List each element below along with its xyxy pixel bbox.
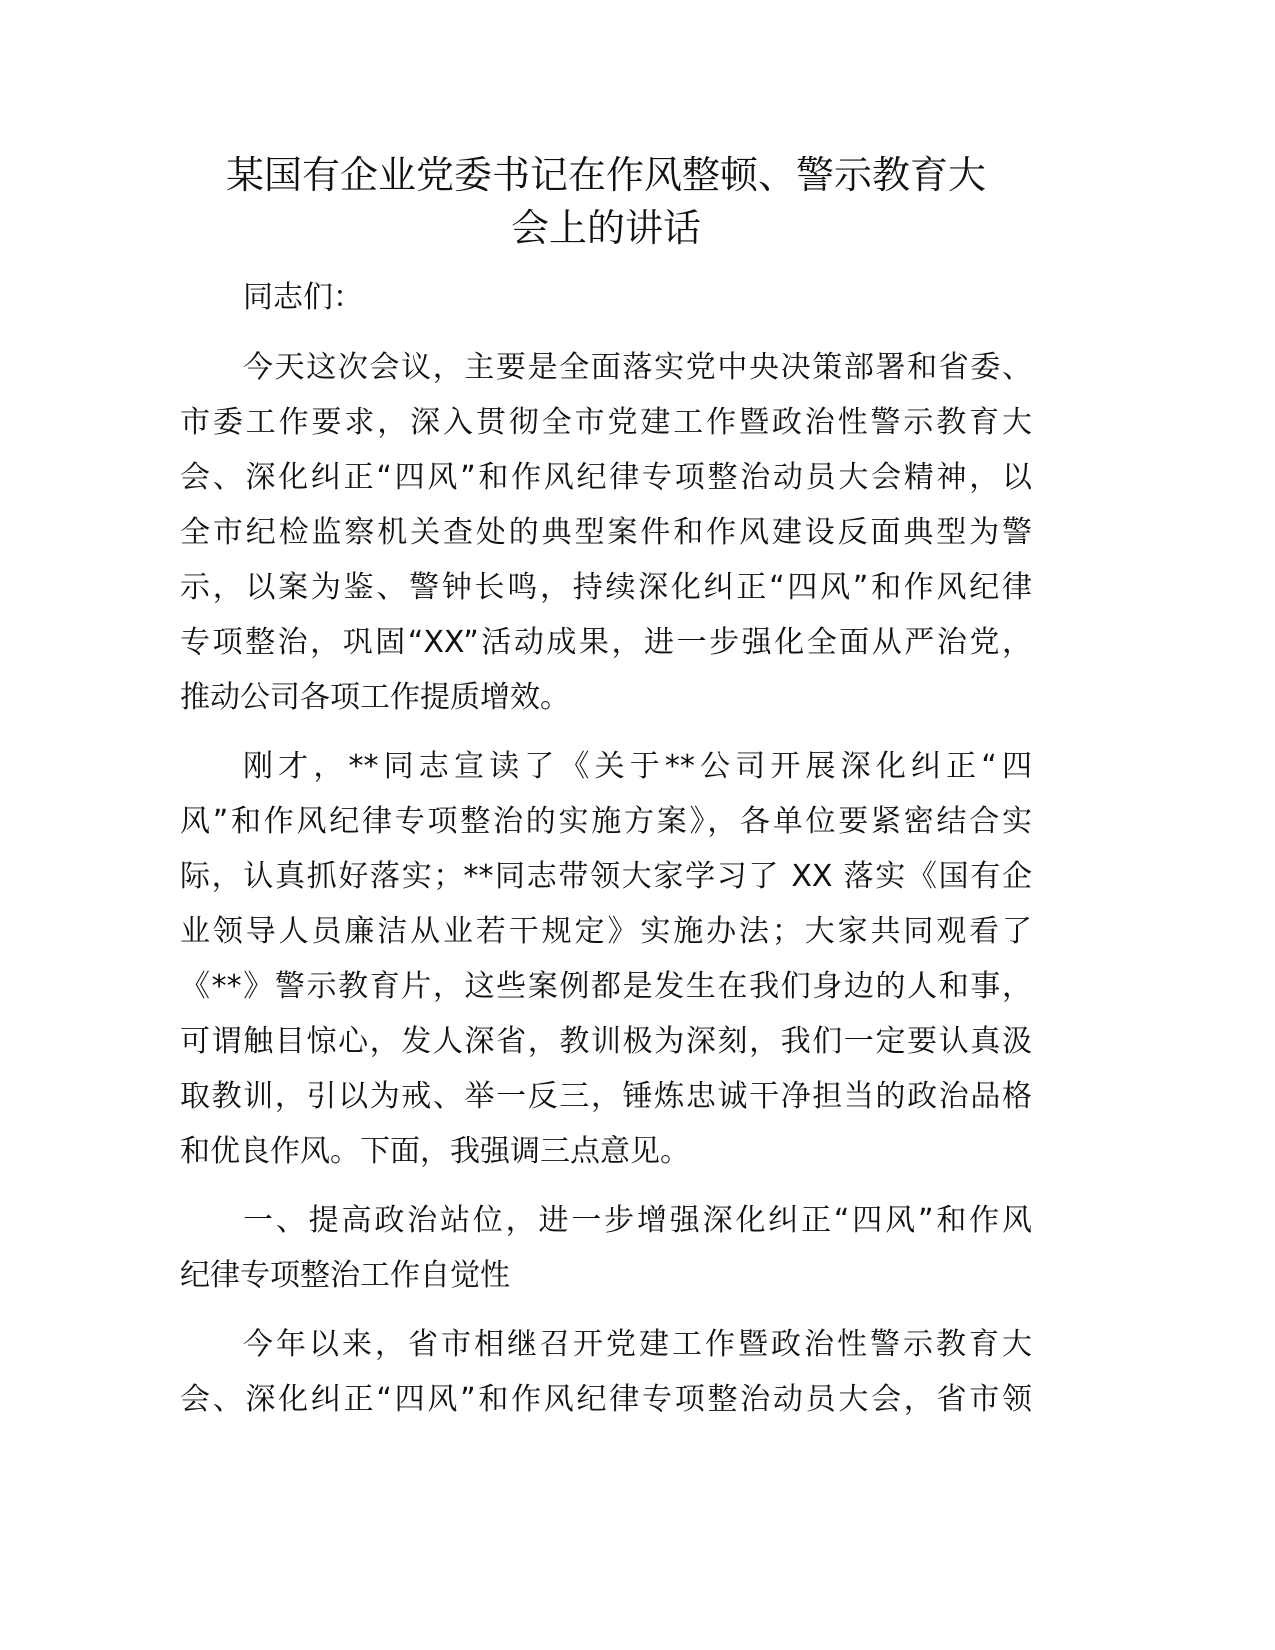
paragraph-line: 一、提高政治站位，进一步增强深化纠正“四风”和作风 — [243, 1203, 1032, 1238]
paragraph-line: 示，以案为鉴、警钟长鸣，持续深化纠正“四风”和作风纪律 — [180, 570, 1032, 605]
paragraph-line: 全市纪检监察机关查处的典型案件和作风建设反面典型为警 — [180, 515, 1032, 550]
paragraph-line: 业领导人员廉洁从业若干规定》实施办法；大家共同观看了 — [180, 914, 1032, 949]
paragraph-line: 今年以来，省市相继召开党建工作暨政治性警示教育大 — [243, 1327, 1032, 1362]
paragraph-line: 专项整治，巩固“XX”活动成果，进一步强化全面从严治党， — [180, 625, 1032, 660]
salutation: 同志们： — [243, 280, 363, 315]
document-title-line-2: 会上的讲话 — [510, 206, 701, 250]
paragraph-line: 和优良作风。下面，我强调三点意见。 — [180, 1134, 690, 1169]
paragraph-line: 取教训，引以为戒、举一反三，锤炼忠诚干净担当的政治品格 — [180, 1079, 1032, 1114]
paragraph-line: 际，认真抓好落实；**同志带领大家学习了 XX 落实《国有企 — [180, 859, 1032, 894]
document-title-line-1: 某国有企业党委书记在作风整顿、警示教育大 — [225, 153, 986, 197]
paragraph-line: 推动公司各项工作提质增效。 — [180, 680, 570, 715]
paragraph-line: 刚才，**同志宣读了《关于**公司开展深化纠正“四 — [243, 749, 1032, 784]
paragraph-line: 市委工作要求，深入贯彻全市党建工作暨政治性警示教育大 — [180, 405, 1032, 440]
paragraph-line: 纪律专项整治工作自觉性 — [180, 1258, 510, 1293]
paragraph-line: 风”和作风纪律专项整治的实施方案》，各单位要紧密结合实 — [180, 804, 1032, 839]
paragraph-line: 可谓触目惊心，发人深省，教训极为深刻，我们一定要认真汲 — [180, 1024, 1032, 1059]
paragraph-line: 会、深化纠正“四风”和作风纪律专项整治动员大会，省市领 — [180, 1382, 1032, 1417]
paragraph-line: 《**》警示教育片，这些案例都是发生在我们身边的人和事， — [180, 969, 1032, 1004]
paragraph-line: 会、深化纠正“四风”和作风纪律专项整治动员大会精神，以 — [180, 460, 1032, 495]
paragraph-line: 今天这次会议，主要是全面落实党中央决策部署和省委、 — [243, 350, 1032, 385]
